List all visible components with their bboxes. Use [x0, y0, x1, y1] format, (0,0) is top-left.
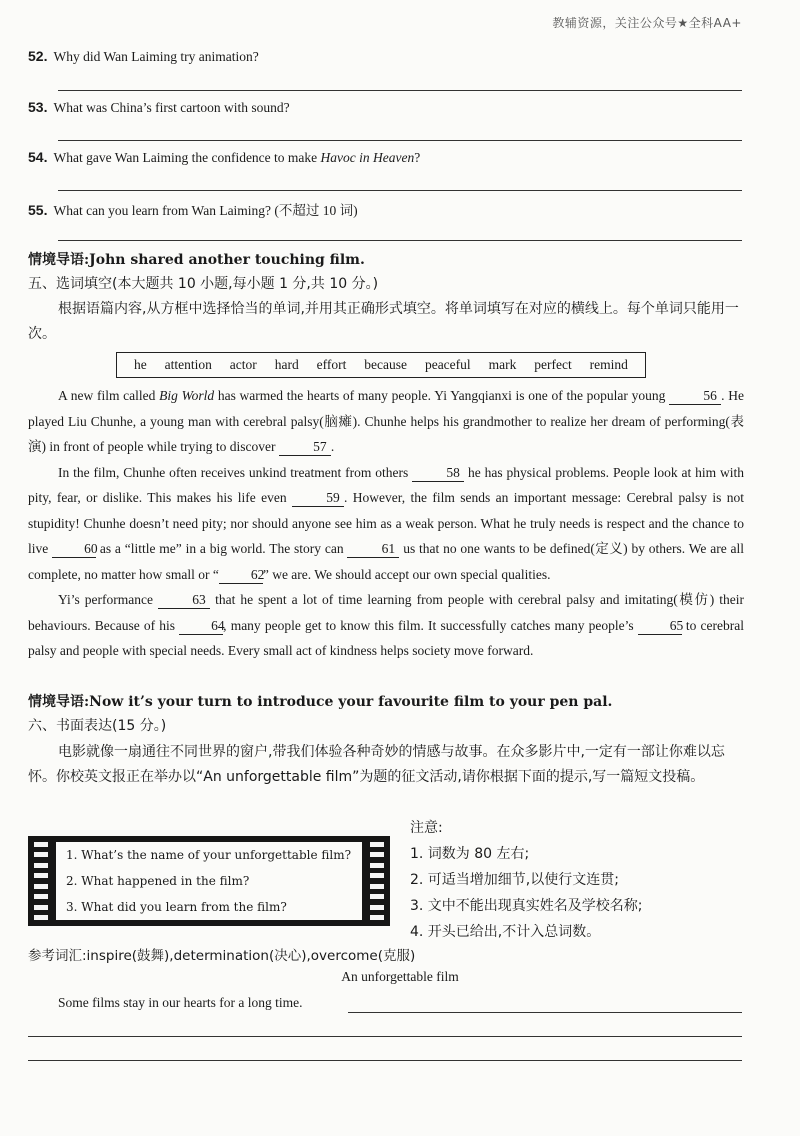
question-53 [28, 99, 290, 116]
writing-line-2[interactable] [28, 1036, 742, 1037]
reference-vocabulary: 参考词汇:inspire(鼓舞),determination(决心),overcome(克服) [28, 948, 416, 964]
essay-opening: Some films stay in our hearts for a long time. [58, 995, 303, 1010]
question-number: 53. [28, 99, 48, 115]
cloze-passage [28, 383, 744, 664]
question-text: Why did Wan Laiming try animation? [53, 49, 259, 64]
passage-text: us that no one wants to be defined(定义) by others. We are all complete, no matter how small or “ [28, 541, 744, 582]
section6-title: 六、书面表达(15 分。) [28, 718, 167, 734]
writing-notes [410, 815, 643, 945]
blank-59[interactable]: 59 [292, 489, 344, 507]
note-item: 2. 可适当增加细节,以使行文连贯; [410, 872, 619, 888]
answer-line-52[interactable] [58, 90, 742, 91]
question-52 [28, 48, 259, 65]
note-item: 4. 开头已给出,不计入总词数。 [410, 924, 601, 940]
blank-61[interactable]: 61 [347, 540, 399, 558]
word-bank-item: he [133, 357, 147, 372]
question-film-title: Havoc in Heaven [320, 150, 415, 165]
prompt-list [56, 842, 362, 920]
word-bank [116, 352, 646, 378]
prompt-item: 1. What’s the name of your unforgettable film? [66, 848, 352, 862]
blank-64[interactable]: 64 [179, 617, 223, 635]
word-bank-item: attention [164, 357, 212, 372]
question-55 [28, 199, 358, 219]
passage-text: has warmed the hearts of many people. Yi Yangqianxi is one of the popular young [214, 388, 670, 403]
section5-instruction: 根据语篇内容,从方框中选择恰当的单词,并用其正确形式填空。将单词填写在对应的横线上。每个单词只能用一次。 [28, 301, 739, 342]
question-text: What can you learn from Wan Laiming? (不超过 10 词) [53, 203, 358, 218]
question-text: What was China’s first cartoon with sound? [53, 100, 290, 115]
blank-56[interactable]: 56 [669, 387, 721, 405]
writing-line-1[interactable] [348, 1012, 742, 1013]
passage-text: . He played Liu Chunhe, a young man with cerebral palsy(脑瘫). Chunhe helps his grandmother to realize her dream of performing(表演) in front of people while trying to discover [28, 388, 744, 454]
film-perforations-left [32, 842, 50, 920]
question-number: 55. [28, 202, 48, 218]
passage-text: ” we are. We should accept our own special qualities. [262, 566, 551, 582]
passage-paragraph-1 [28, 383, 744, 460]
film-strip-prompt-box [28, 836, 390, 926]
passage-text: A new film called [58, 388, 160, 403]
question-number: 52. [28, 48, 48, 64]
note-item: 3. 文中不能出现真实姓名及学校名称; [410, 898, 643, 914]
passage-text: In the film, Chunhe often receives unkind treatment from others [58, 464, 413, 480]
watermark: 教辅资源，关注公众号★全科AA+ [552, 16, 742, 30]
passage-text: . However, the film sends an important message: Cerebral palsy is not stupidity! Chunhe doesn’t need pity; nor should anyone see him as a weak person. What he truly needs is respect and the chance to live [28, 490, 745, 556]
section5-title: 五、选词填空(本大题共 10 小题,每小题 1 分,共 10 分。) [28, 276, 379, 292]
passage-text: that he spent a lot of time learning from people with cerebral palsy and imitating(模仿) their behaviours. Because of his [28, 592, 744, 633]
question-54 [28, 149, 420, 166]
answer-line-54[interactable] [58, 190, 742, 191]
blank-62[interactable]: 62 [219, 566, 263, 584]
passage-text: to cerebral palsy and people with special needs. Every small act of kindness helps society move forward. [28, 617, 744, 658]
passage-text: . [330, 439, 335, 454]
word-bank-item: remind [589, 357, 628, 372]
word-bank-item: peaceful [424, 357, 471, 372]
section6-context: 情境导语:Now it’s your turn to introduce your favourite film to your pen pal. [28, 694, 613, 710]
section5-context: 情境导语:John shared another touching film. [28, 252, 365, 268]
film-title: Big World [159, 388, 215, 403]
essay-title: An unforgettable film [341, 969, 459, 984]
answer-line-55[interactable] [58, 240, 742, 241]
question-text: What gave Wan Laiming the confidence to make [53, 150, 321, 165]
word-bank-item: because [364, 357, 408, 372]
prompt-item: 3. What did you learn from the film? [66, 900, 287, 914]
question-tail: ? [414, 150, 421, 165]
passage-paragraph-3 [28, 587, 744, 664]
passage-text: , many people get to know this film. It successfully catches many people’s [223, 617, 638, 633]
section6-instruction: 电影就像一扇通往不同世界的窗户,带我们体验各种奇妙的情感与故事。在众多影片中,一定有一部让你难以忘怀。你校英文报正在举办以“An unforgettable film”为题的征文活动,请你根据下面的提示,写一篇短文投稿。 [28, 744, 725, 785]
word-bank-item: actor [229, 357, 257, 372]
blank-57[interactable]: 57 [279, 438, 331, 456]
blank-58[interactable]: 58 [412, 464, 464, 482]
passage-text: Yi’s performance [58, 592, 159, 607]
word-bank-item: mark [488, 357, 517, 372]
blank-65[interactable]: 65 [638, 617, 682, 635]
passage-paragraph-2 [28, 460, 744, 588]
film-perforations-right [368, 842, 386, 920]
passage-text: as a “little me” in a big world. The story can [96, 541, 348, 556]
answer-line-53[interactable] [58, 140, 742, 141]
word-bank-item: effort [316, 357, 347, 372]
blank-60[interactable]: 60 [52, 540, 96, 558]
word-bank-item: perfect [534, 357, 572, 372]
word-bank-item: hard [274, 357, 299, 372]
passage-text: he has physical problems. People look at him with pity, fear, or dislike. This makes his life even [28, 464, 744, 505]
question-number: 54. [28, 149, 48, 165]
blank-63[interactable]: 63 [158, 591, 210, 609]
note-item: 1. 词数为 80 左右; [410, 846, 530, 862]
prompt-item: 2. What happened in the film? [66, 874, 250, 888]
notes-title: 注意: [410, 820, 443, 836]
writing-line-3[interactable] [28, 1060, 742, 1061]
